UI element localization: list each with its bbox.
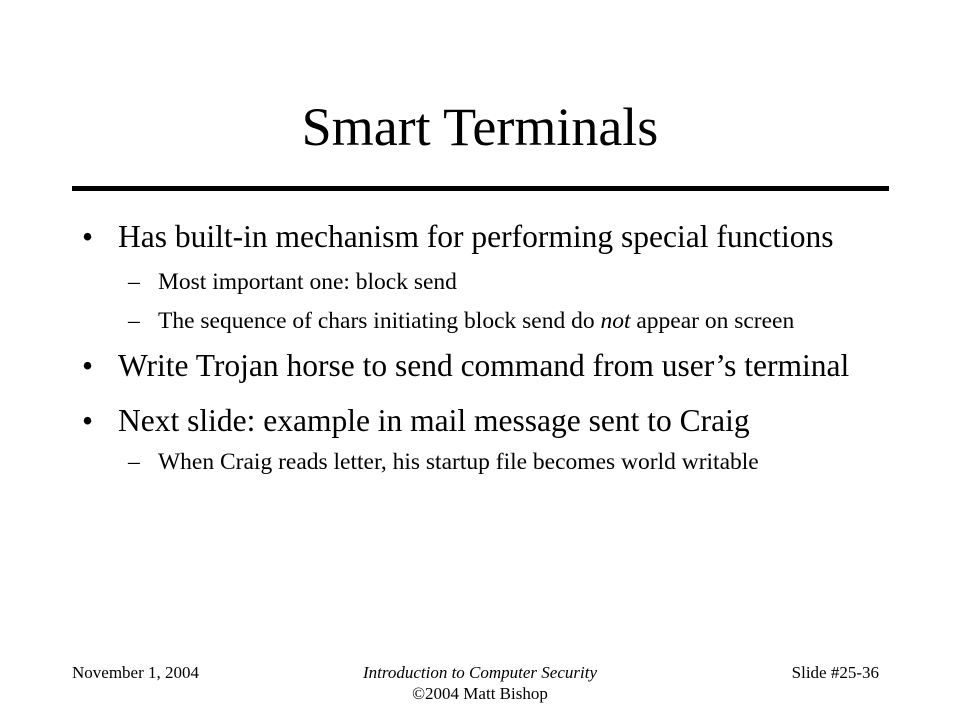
dash-marker: – [128, 269, 140, 295]
footer-course-title: Introduction to Computer Security [362, 663, 598, 682]
bullet-list [80, 218, 880, 488]
slide-title: Smart Terminals [301, 97, 659, 157]
bullet-item [80, 347, 880, 384]
footer-slide-number: Slide #25-36 [791, 663, 879, 682]
dash-marker: – [128, 449, 140, 475]
sub-bullet-text: Most important one: block send [158, 269, 457, 295]
sub-bullet-text: When Craig reads letter, his startup file becomes world writable [158, 449, 759, 475]
bullet-item [80, 218, 880, 255]
sub-bullet-list [80, 269, 880, 335]
sub-bullet-item [80, 449, 880, 476]
bullet-text: Has built-in mechanism for performing special functions [118, 219, 834, 254]
bullet-text: Next slide: example in mail message sent to Craig [118, 403, 750, 438]
sub-bullet-text-after: appear on screen [630, 308, 795, 334]
bullet-marker: • [82, 219, 94, 254]
bullet-item [80, 402, 880, 439]
sub-bullet-emphasis: not [600, 308, 631, 334]
title-divider [72, 186, 889, 191]
bullet-marker: • [82, 403, 94, 438]
bullet-text: Write Trojan horse to send command from user’s terminal [118, 348, 850, 383]
dash-marker: – [128, 308, 140, 334]
bullet-marker: • [82, 348, 94, 383]
sub-bullet-item [80, 269, 880, 296]
sub-bullet-list [80, 449, 880, 476]
footer-date: November 1, 2004 [72, 663, 200, 682]
footer-copyright: ©2004 Matt Bishop [412, 684, 548, 703]
sub-bullet-item [80, 308, 880, 335]
sub-bullet-text-before: The sequence of chars initiating block send do [158, 308, 601, 334]
